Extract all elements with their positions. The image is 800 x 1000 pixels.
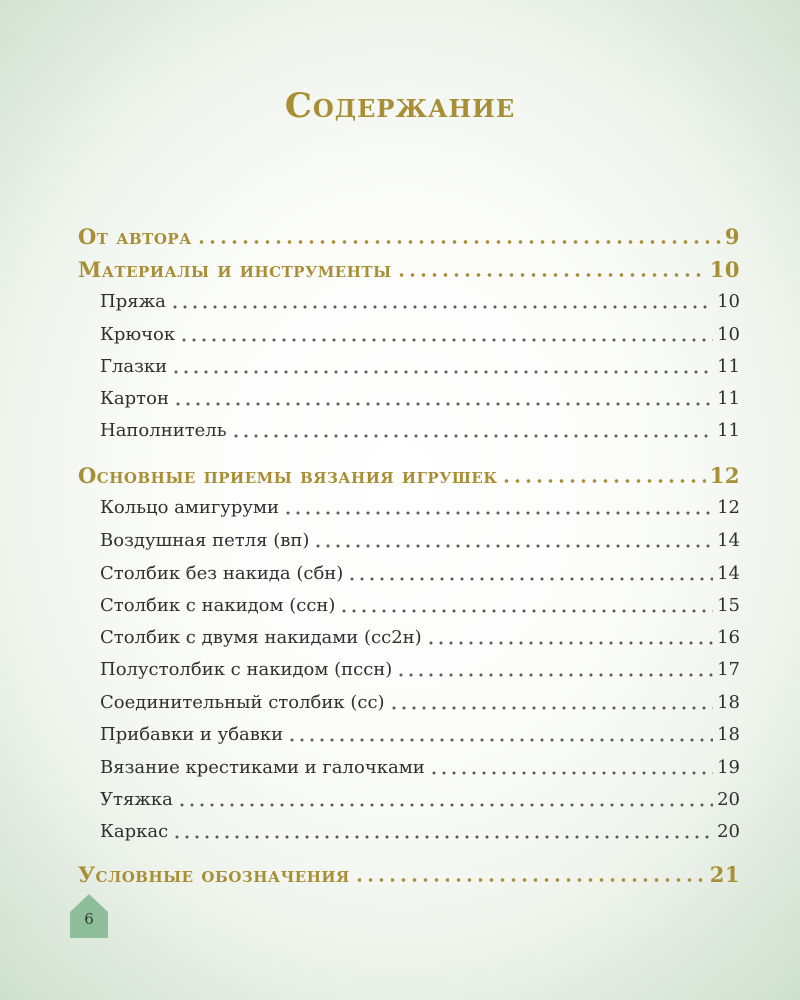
toc-subentry[interactable] bbox=[100, 414, 740, 448]
toc-subentry[interactable] bbox=[100, 815, 740, 849]
toc-entry-page: 17 bbox=[717, 659, 740, 680]
dot-leader bbox=[501, 479, 705, 483]
toc-subentry[interactable] bbox=[100, 718, 740, 752]
toc-entry-page: 12 bbox=[709, 463, 740, 488]
toc-entry-label: Полустолбик с накидом (пссн) bbox=[100, 659, 393, 680]
toc-entry-page: 10 bbox=[717, 324, 740, 345]
toc-subentry[interactable] bbox=[100, 783, 740, 817]
toc-entry-page: 10 bbox=[717, 291, 740, 312]
toc-subentry[interactable] bbox=[100, 285, 740, 319]
toc-entry-page: 19 bbox=[717, 757, 740, 778]
dot-leader bbox=[396, 273, 706, 277]
toc-entry-label: Утяжка bbox=[100, 789, 173, 810]
toc-entry-page: 9 bbox=[724, 224, 740, 249]
dot-leader bbox=[396, 673, 713, 677]
dot-leader bbox=[172, 835, 713, 839]
dot-leader bbox=[429, 771, 713, 775]
dot-leader bbox=[389, 706, 714, 710]
toc-subentry[interactable] bbox=[100, 589, 740, 623]
toc-entry-page: 15 bbox=[717, 595, 740, 616]
toc-entry-label: Кольцо амигуруми bbox=[100, 497, 279, 518]
toc-entry-page: 10 bbox=[709, 257, 740, 282]
toc-entry-label: Вязание крестиками и галочками bbox=[100, 757, 425, 778]
toc-entry-label: Каркас bbox=[100, 821, 169, 842]
toc-subentry[interactable] bbox=[100, 382, 740, 416]
toc-subentry[interactable] bbox=[100, 686, 740, 720]
toc-subentry[interactable] bbox=[100, 557, 740, 591]
page-number: 6 bbox=[84, 910, 94, 928]
toc-entry-label: Глазки bbox=[100, 356, 168, 377]
toc-entry[interactable] bbox=[78, 253, 740, 287]
toc-subentry[interactable] bbox=[100, 621, 740, 655]
toc-entry-page: 11 bbox=[717, 420, 740, 441]
dot-leader bbox=[426, 641, 713, 645]
dot-leader bbox=[354, 878, 706, 882]
toc-subentry[interactable] bbox=[100, 653, 740, 687]
toc-entry-label: От автора bbox=[78, 224, 192, 249]
toc-entry-page: 16 bbox=[717, 627, 740, 648]
toc-entry-page: 11 bbox=[717, 388, 740, 409]
dot-leader bbox=[313, 544, 713, 548]
toc-entry[interactable] bbox=[78, 220, 740, 254]
toc-subentry[interactable] bbox=[100, 318, 740, 352]
toc-entry-label: Воздушная петля (вп) bbox=[100, 530, 310, 551]
dot-leader bbox=[170, 305, 713, 309]
toc-entry-page: 20 bbox=[717, 821, 740, 842]
toc-entry-page: 18 bbox=[717, 692, 740, 713]
toc-entry-label: Наполнитель bbox=[100, 420, 227, 441]
dot-leader bbox=[179, 338, 713, 342]
toc-subentry[interactable] bbox=[100, 491, 740, 525]
dot-leader bbox=[283, 511, 713, 515]
toc-entry[interactable] bbox=[78, 459, 740, 493]
toc-entry-label: Соединительный столбик (сс) bbox=[100, 692, 385, 713]
dot-leader bbox=[171, 370, 713, 374]
page-title: Содержание bbox=[284, 86, 516, 126]
toc-entry-page: 20 bbox=[717, 789, 740, 810]
toc-entry-page: 11 bbox=[717, 356, 740, 377]
toc-subentry[interactable] bbox=[100, 751, 740, 785]
toc-subentry[interactable] bbox=[100, 524, 740, 558]
dot-leader bbox=[196, 240, 721, 244]
toc-entry-label: Крючок bbox=[100, 324, 176, 345]
toc-entry-page: 14 bbox=[717, 530, 740, 551]
toc-entry-label: Столбик с накидом (ссн) bbox=[100, 595, 336, 616]
dot-leader bbox=[339, 609, 713, 613]
toc-entry-label: Материалы и инструменты bbox=[78, 257, 392, 282]
toc-entry-page: 12 bbox=[717, 497, 740, 518]
toc-entry-label: Пряжа bbox=[100, 291, 166, 312]
toc-entry-label: Условные обозначения bbox=[78, 862, 350, 887]
toc-entry[interactable] bbox=[78, 858, 740, 892]
dot-leader bbox=[177, 803, 713, 807]
dot-leader bbox=[347, 577, 713, 581]
toc-entry-label: Прибавки и убавки bbox=[100, 724, 284, 745]
dot-leader bbox=[173, 402, 713, 406]
dot-leader bbox=[287, 738, 713, 742]
toc-entry-page: 21 bbox=[709, 862, 740, 887]
toc-subentry[interactable] bbox=[100, 350, 740, 384]
toc-entry-label: Столбик без накида (сбн) bbox=[100, 563, 344, 584]
toc-entry-page: 14 bbox=[717, 563, 740, 584]
toc-entry-page: 18 bbox=[717, 724, 740, 745]
dot-leader bbox=[231, 434, 714, 438]
toc-entry-label: Картон bbox=[100, 388, 169, 409]
toc-entry-label: Столбик с двумя накидами (сс2н) bbox=[100, 627, 422, 648]
toc-entry-label: Основные приемы вязания игрушек bbox=[78, 463, 498, 488]
